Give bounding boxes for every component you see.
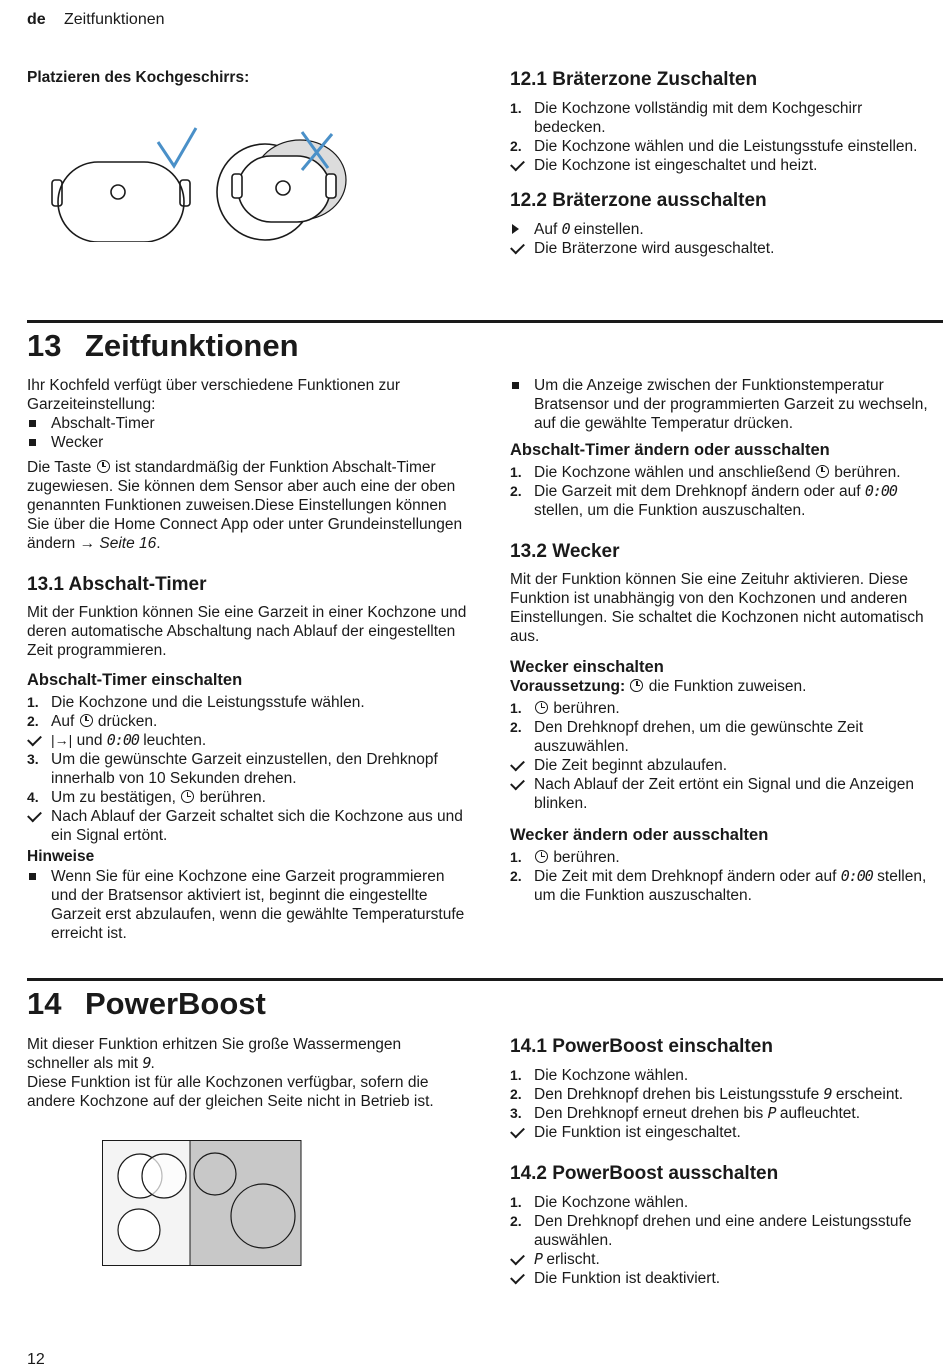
result-item: Nach Ablauf der Garzeit schaltet sich die Kochzone aus und ein Signal ertönt. — [27, 807, 467, 845]
clock-icon — [535, 850, 548, 863]
subheading: Wecker einschalten — [510, 658, 664, 676]
check-icon — [510, 240, 525, 255]
paragraph: Diese Funktion ist für alle Kochzonen verfügbar, sofern die andere Kochzone auf der gleichen Seite nicht in Betrieb ist. — [27, 1074, 434, 1110]
result-item: Die Zeit beginnt abzulaufen. — [510, 756, 942, 775]
paragraph: Mit der Funktion können Sie eine Garzeit in einer Kochzone und deren automatische Abschaltung nach Ablauf der eingestellten Zeit programmieren. — [27, 604, 467, 659]
correct-placement-icon — [52, 162, 190, 242]
list-item: 1. Die Kochzone wählen und anschließend berühren. — [510, 464, 901, 481]
list-item: 4. Um zu bestätigen, berühren. — [27, 789, 266, 806]
notes-heading: Hinweise — [27, 848, 95, 865]
list-item: Abschalt-Timer — [27, 414, 467, 433]
cooktop-zones-illustration — [102, 1140, 302, 1266]
subheading: Abschalt-Timer einschalten — [27, 671, 243, 689]
wrong-placement-icon — [217, 140, 346, 240]
section-heading: 14.1 PowerBoost einschalten — [510, 1036, 773, 1057]
list-item: Um die Anzeige zwischen der Funktionstemperatur Bratsensor und der programmierten Garzeit zu wechseln, auf die gewählte Temperatur drücken. — [510, 376, 942, 433]
section-heading: 12.2 Bräterzone ausschalten — [510, 190, 767, 211]
check-icon — [510, 757, 525, 772]
result-item: |→| und 0:00 leuchten. — [27, 731, 467, 750]
cooking-zone — [194, 1153, 236, 1195]
paragraph: Mit dieser Funktion erhitzen Sie große Wassermengen schneller als mit 9. — [27, 1036, 402, 1072]
check-icon — [510, 1124, 525, 1139]
list-item: 2. Die Zeit mit dem Drehknopf ändern oder auf 0:00 stellen, um die Funktion auszuschalten. — [510, 867, 927, 904]
paragraph: Die Taste ist standardmäßig der Funktion Abschalt-Timer zugewiesen. Sie können dem Sensor aber auch eine der oben genannten Funktionen zuweisen.Diese Einstellungen können Sie über die Home Connect App oder unter Grundeinstellungen ändern → Seite 16. — [27, 459, 463, 552]
check-icon — [510, 776, 525, 791]
paragraph: Mit der Funktion können Sie eine Zeituhr aktivieren. Diese Funktion ist unabhängig von den Kochzonen und anderen Einstellungen. Sie schaltet die Kochzonen nicht automatisch aus. — [510, 571, 924, 645]
chapter-14-right — [510, 1035, 930, 1288]
chapter-13-right — [510, 376, 942, 905]
subheading: Wecker ändern oder ausschalten — [510, 826, 769, 844]
section-heading: 13.2 Wecker — [510, 541, 620, 562]
list-item: 1. Die Kochzone wählen. — [510, 1194, 689, 1211]
list-item: 1. Die Kochzone vollständig mit dem Kochgeschirr bedecken. — [510, 100, 863, 136]
chapter-divider — [27, 320, 943, 323]
check-icon — [510, 1270, 525, 1285]
clock-icon — [80, 714, 93, 727]
list-item: 2. Die Garzeit mit dem Drehknopf ändern oder auf 0:00 stellen, um die Funktion auszuschalten. — [510, 482, 897, 519]
list-item: 3. Den Drehknopf erneut drehen bis P aufleuchtet. — [510, 1104, 861, 1122]
clock-icon — [181, 790, 194, 803]
clock-icon — [630, 679, 643, 692]
check-icon — [27, 808, 42, 823]
header-language: de — [27, 11, 46, 28]
check-icon — [510, 1251, 525, 1266]
placement-label: Platzieren des Kochgeschirrs: — [27, 69, 250, 86]
section-heading: 14.2 PowerBoost ausschalten — [510, 1163, 779, 1184]
chapter-13-title: 13 Zeitfunktionen — [27, 328, 299, 363]
subheading: Abschalt-Timer ändern oder ausschalten — [510, 441, 830, 459]
result-item: Die Funktion ist eingeschaltet. — [510, 1123, 930, 1142]
result-item: Die Kochzone ist eingeschaltet und heizt. — [510, 156, 930, 175]
clock-icon — [816, 465, 829, 478]
arrow-icon — [512, 224, 519, 234]
chapter-divider — [27, 978, 943, 981]
cooking-zone — [118, 1209, 160, 1251]
check-mark-icon — [158, 128, 196, 166]
section-heading: 13.1 Abschalt-Timer — [27, 574, 207, 595]
result-item: Die Funktion ist deaktiviert. — [510, 1269, 930, 1288]
header-title: Zeitfunktionen — [64, 11, 165, 28]
cooking-zone — [142, 1154, 186, 1198]
chapter-14-title: 14 PowerBoost — [27, 986, 266, 1021]
placement-section — [27, 68, 467, 88]
chapter-14-left — [27, 1035, 467, 1111]
paragraph: Ihr Kochfeld verfügt über verschiedene Funktionen zur Garzeiteinstellung: — [27, 377, 401, 413]
list-item: Auf 0 einstellen. — [510, 220, 930, 239]
list-item: 2. Den Drehknopf drehen und eine andere Leistungsstufe auswählen. — [510, 1213, 912, 1249]
prerequisite: Voraussetzung: die Funktion zuweisen. — [510, 678, 807, 695]
list-item: 2. Den Drehknopf drehen bis Leistungsstufe 9 erscheint. — [510, 1085, 904, 1103]
clock-icon — [97, 460, 110, 473]
cooking-zone — [231, 1184, 295, 1248]
timer-symbol: |→| — [51, 732, 73, 748]
check-icon — [27, 732, 42, 747]
list-item: 1. Die Kochzone und die Leistungsstufe wählen. — [27, 694, 365, 711]
check-icon — [510, 157, 525, 172]
page-link: Seite 16 — [99, 535, 157, 552]
result-item: Die Bräterzone wird ausgeschaltet. — [510, 239, 930, 258]
list-item: 2. Auf drücken. — [27, 713, 158, 730]
list-item: Wecker — [27, 433, 467, 452]
chapter-13-left — [27, 376, 467, 943]
page-number: 12 — [27, 1351, 45, 1368]
clock-icon — [535, 701, 548, 714]
list-item: 3. Um die gewünschte Garzeit einzustellen, den Drehknopf innerhalb von 10 Sekunden drehen. — [27, 751, 438, 787]
section-12-1 — [510, 68, 930, 258]
cookware-placement-illustration — [50, 122, 350, 242]
list-item: 2. Den Drehknopf drehen, um die gewünschte Zeit auszuwählen. — [510, 719, 864, 755]
result-item: Nach Ablauf der Zeit ertönt ein Signal und die Anzeigen blinken. — [510, 775, 942, 813]
list-item: 1. berühren. — [510, 700, 620, 717]
list-item: 1. Die Kochzone wählen. — [510, 1067, 689, 1084]
list-item: Wenn Sie für eine Kochzone eine Garzeit programmieren und der Bratsensor aktiviert ist, beginnt die eingestellte Garzeit erst abzulaufen, wenn die gewählte Temperaturstufe erreicht ist. — [27, 867, 467, 943]
section-heading: 12.1 Bräterzone Zuschalten — [510, 69, 758, 90]
list-item: 2. Die Kochzone wählen und die Leistungsstufe einstellen. — [510, 138, 918, 155]
result-item: P erlischt. — [510, 1250, 930, 1269]
list-item: 1. berühren. — [510, 849, 620, 866]
